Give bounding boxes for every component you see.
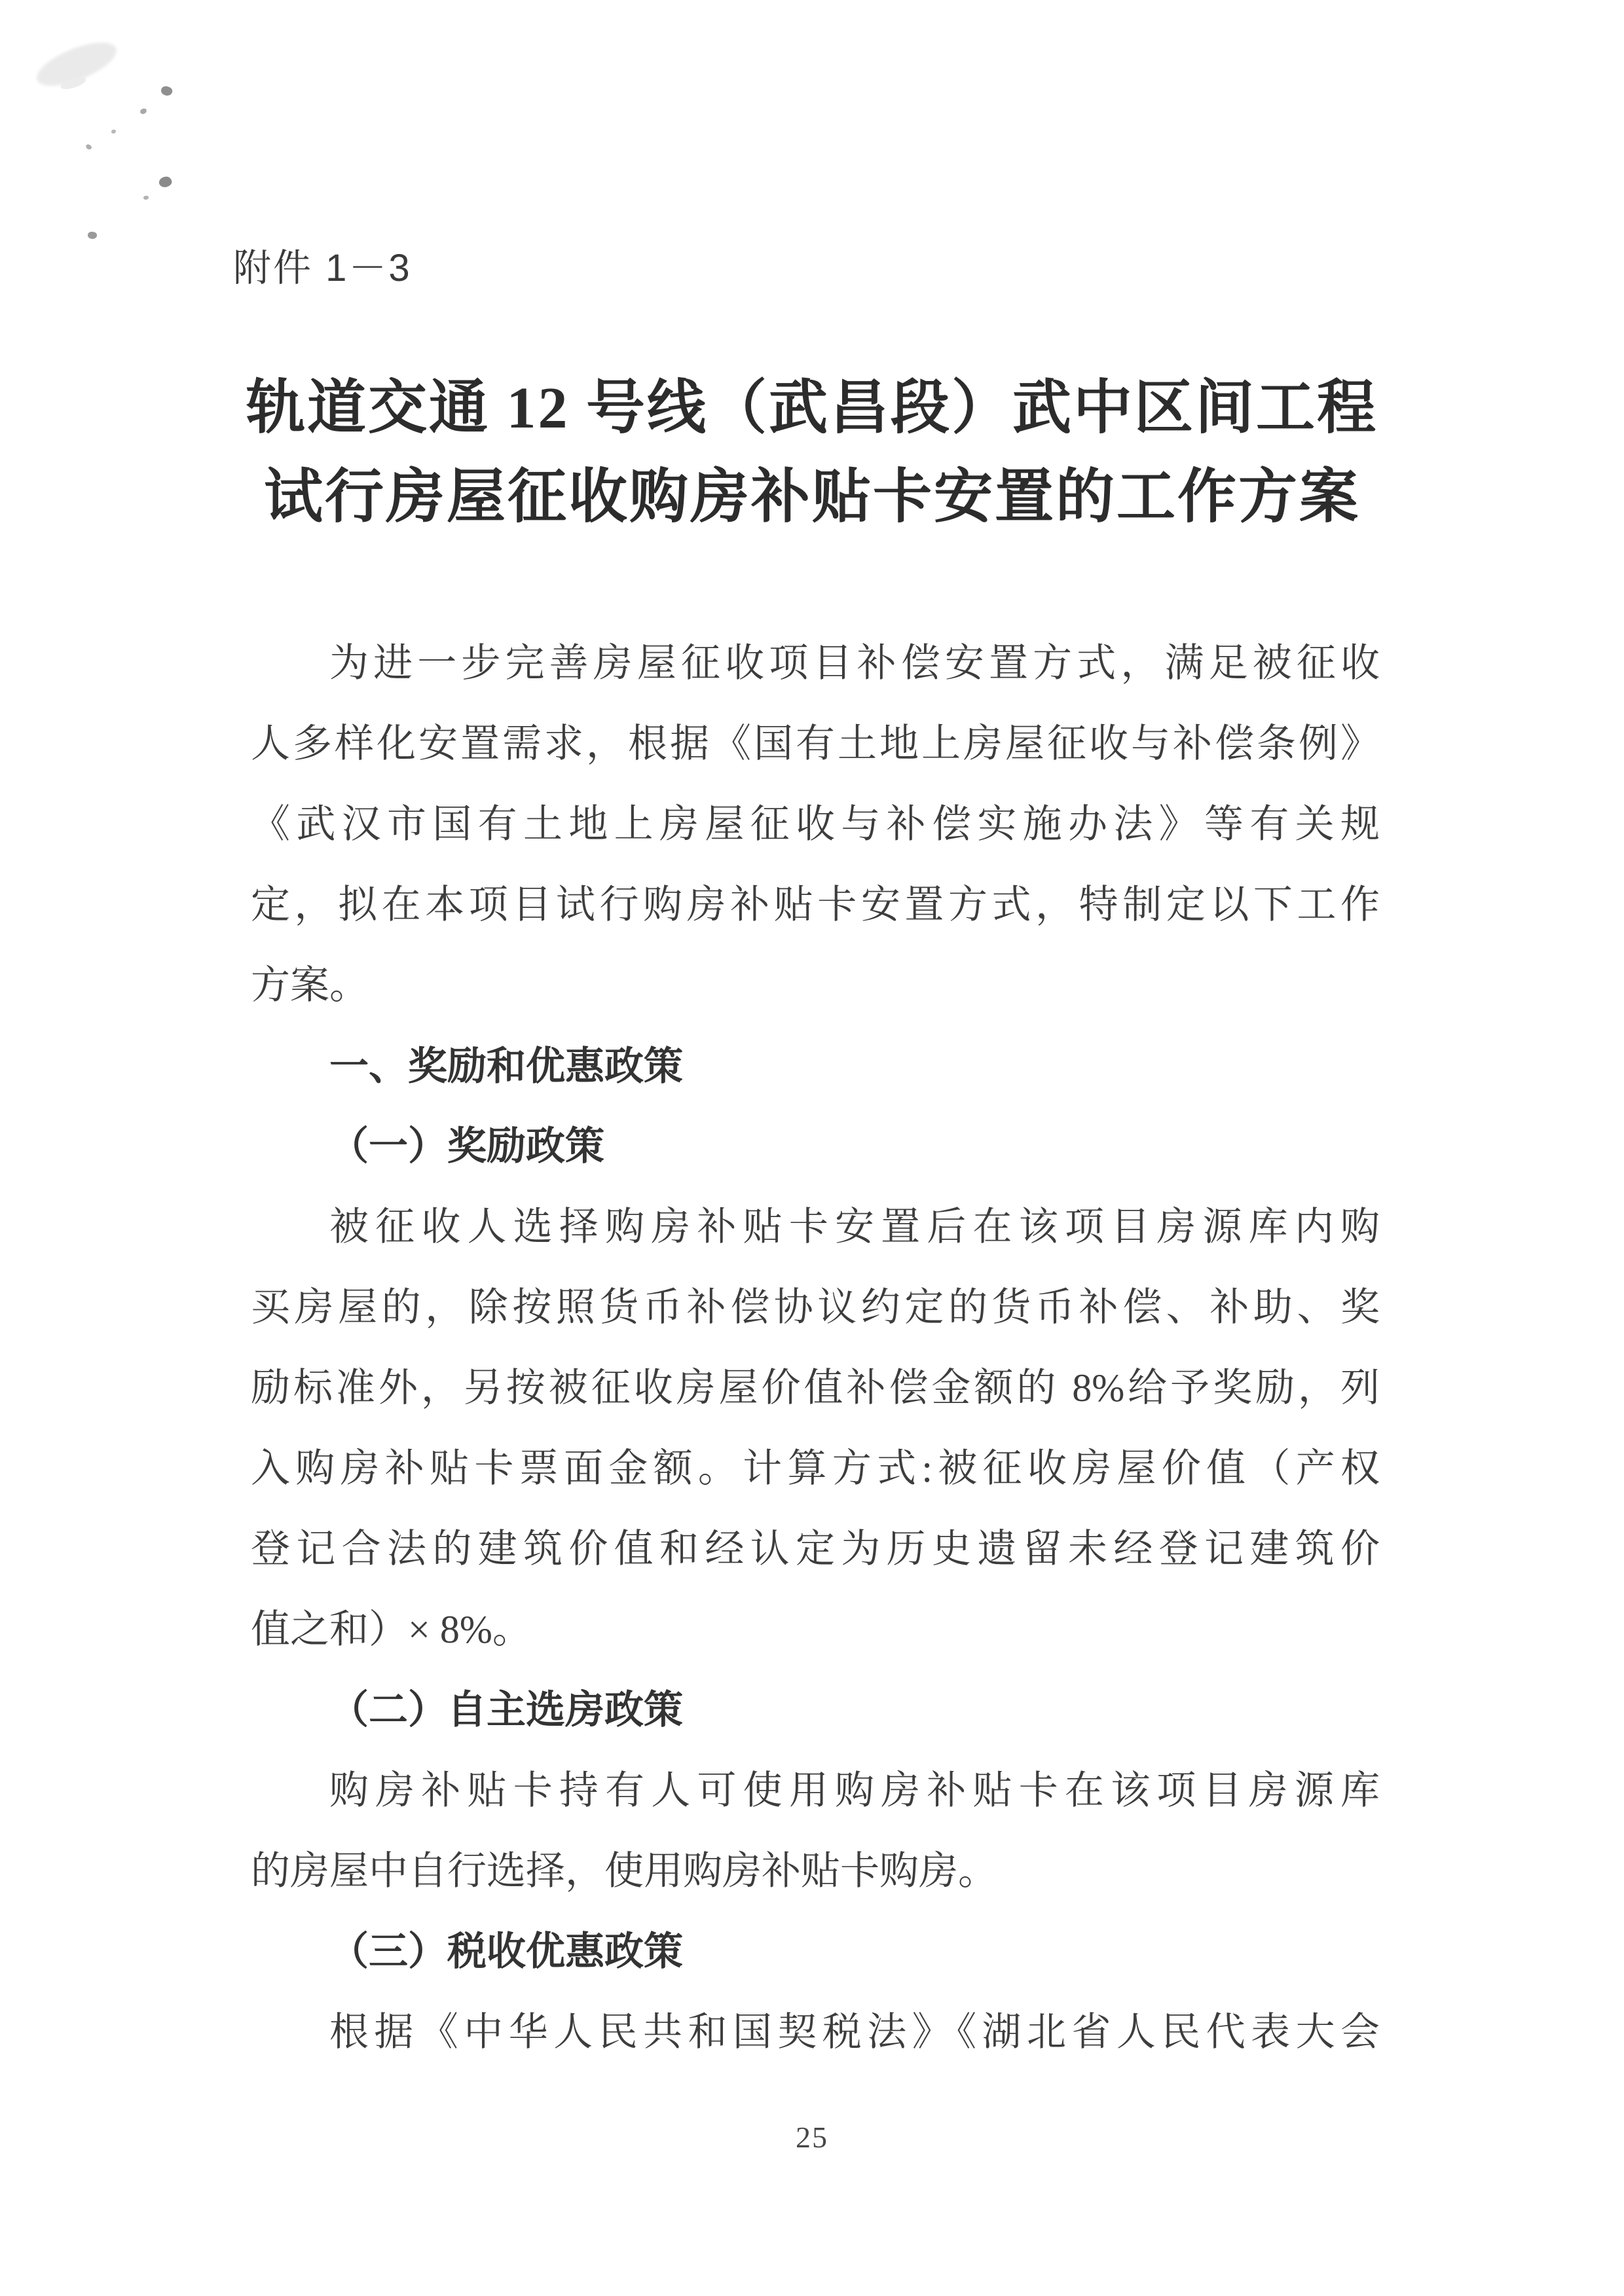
subsection-heading: （三）税收优惠政策 [329,1930,683,1973]
title-line-1: 轨道交通 12 号线（武昌段）武中区间工程 [246,376,1378,441]
body-line: 购房补贴卡持有人可使用购房补贴卡在该项目房源库 [329,1769,1380,1812]
body-line: 被征收人选择购房补贴卡安置后在该项目房源库内购 [329,1205,1380,1248]
body-line: 的房屋中自行选择，使用购房补贴卡购房。 [251,1850,997,1893]
body-line: 人多样化安置需求，根据《国有土地上房屋征收与补偿条例》 [251,722,1380,765]
document-title [0,364,1624,542]
body-line: 定，拟在本项目试行购房补贴卡安置方式，特制定以下工作 [251,883,1380,926]
body-line: 方案。 [251,964,369,1007]
scan-speck [87,231,98,240]
body-line: 买房屋的，除按照货币补偿协议约定的货币补偿、补助、奖 [251,1286,1380,1329]
page-number: 25 [796,2121,828,2154]
document-body [251,623,1380,2073]
subsection-heading: （一）奖励政策 [329,1125,604,1168]
scan-speck [85,143,92,151]
section-heading: 一、奖励和优惠政策 [329,1044,683,1088]
scan-speck [111,130,116,134]
body-line: 值之和）× 8%。 [251,1608,532,1651]
title-line-2: 试行房屋征收购房补贴卡安置的工作方案 [264,465,1360,530]
body-line: 《武汉市国有土地上房屋征收与补偿实施办法》等有关规 [251,803,1380,846]
scan-speck [157,174,173,189]
body-line: 励标准外，另按被征收房屋价值补偿金额的 8%给予奖励，列 [251,1366,1380,1410]
scan-speck [139,108,147,115]
body-line: 为进一步完善房屋征收项目补偿安置方式，满足被征收 [329,642,1380,685]
body-line: 登记合法的建筑价值和经认定为历史遗留未经登记建筑价 [251,1527,1380,1571]
attachment-label: 附件 1－3 [233,247,412,289]
scan-speck [160,84,174,98]
body-line: 入购房补贴卡票面金额。计算方式:被征收房屋价值（产权 [251,1447,1380,1490]
body-line: 根据《中华人民共和国契税法》《湖北省人民代表大会 [329,2011,1380,2054]
scan-speck [143,196,149,200]
subsection-heading: （二）自主选房政策 [329,1688,683,1732]
